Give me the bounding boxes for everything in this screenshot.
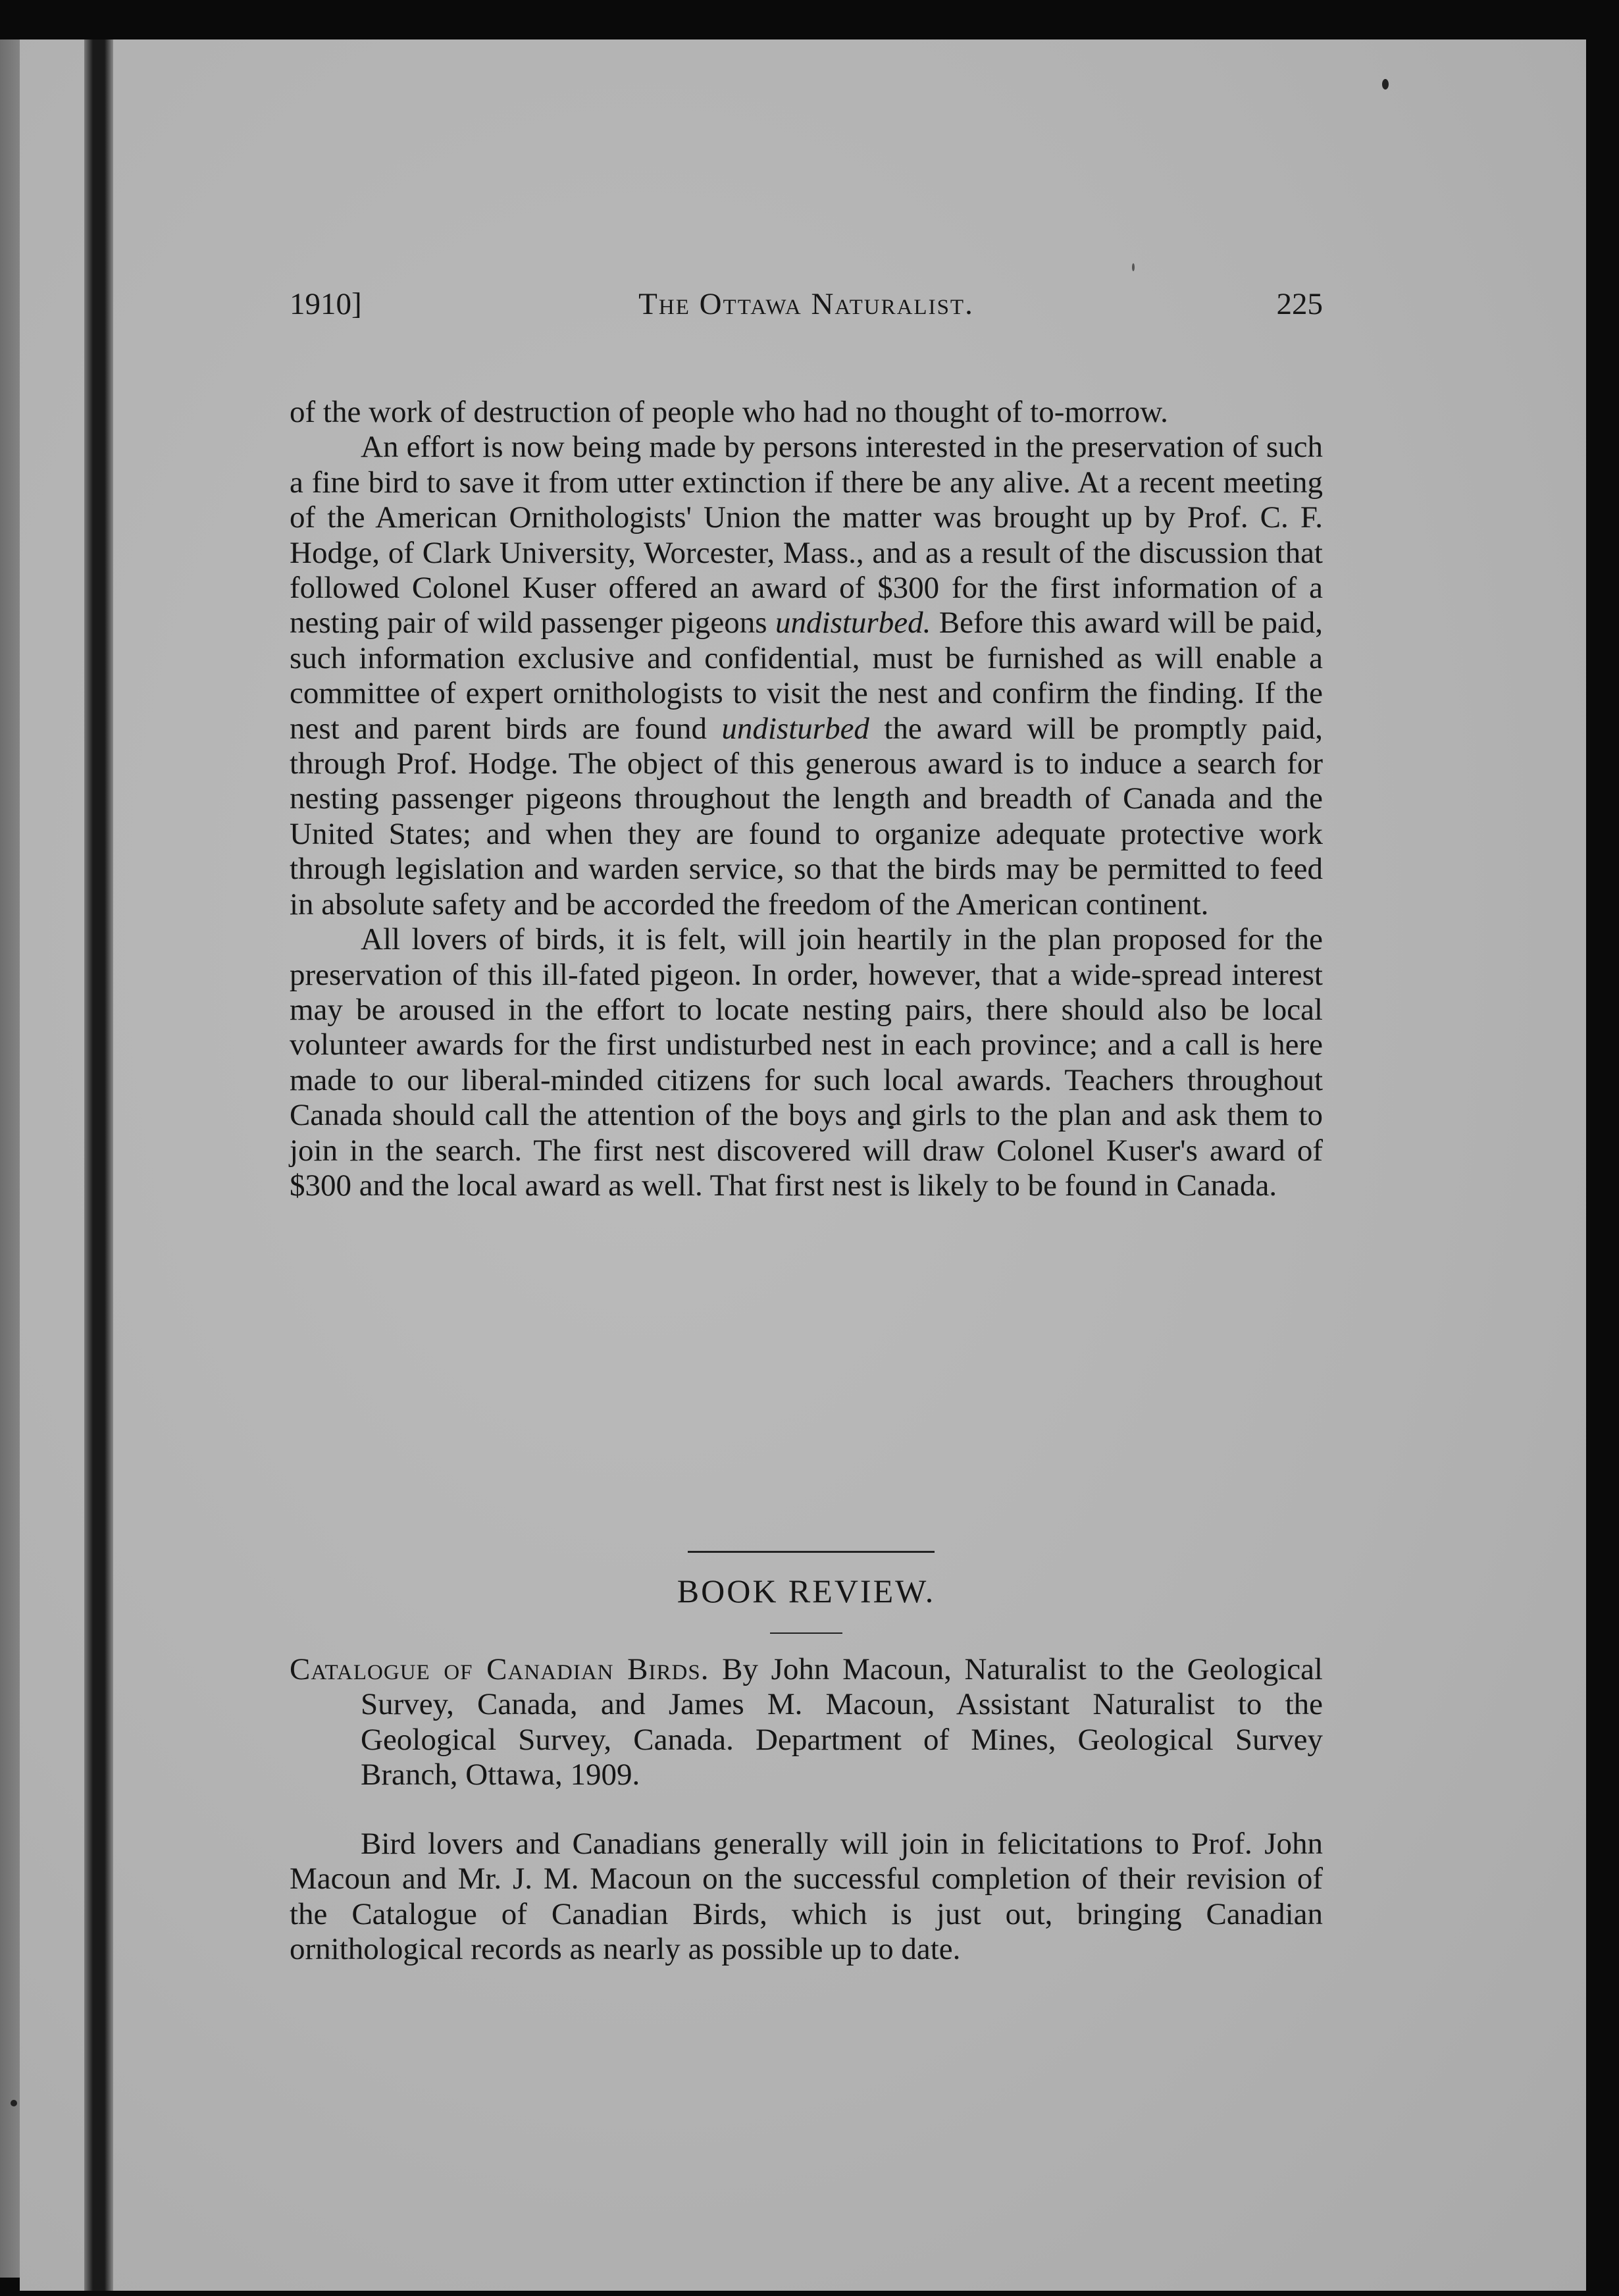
scan-speck	[1382, 79, 1389, 90]
paragraph-2-text-c: the award will be promptly paid, through Prof. Hodge. The object of this generous award is to induce a search for nesting passenger pigeons throughout the length and breadth of Canada and the United States; and when they are found to organize adequate protective work through legislation and warden service, so that the birds may be permitted to feed in absolute safety and be accorded the freedom of the American continent.	[290, 711, 1323, 922]
binding-gutter	[84, 39, 113, 2291]
paragraph-1: of the work of destruction of people who had no thought of to-morrow.	[290, 395, 1168, 429]
book-citation	[290, 1652, 1323, 1793]
page-number: 225	[1276, 287, 1323, 321]
review-paragraph: Bird lovers and Canadians generally will join in felicitations to Prof. John Macoun and Mr. J. M. Macoun on the successful completion of their revision of the Catalogue of Canadian Birds, which is just out, bringing Canadian ornithological records as nearly as possible up to date.	[290, 1827, 1323, 1967]
paragraph-2-text-b: Before this award will be paid, such information exclusive and confidential, must be furnished as will enable a committee of expert ornithologists to visit the nest and confirm the finding. If the nest and parent birds are found	[290, 606, 1323, 746]
paragraph-2	[290, 430, 1323, 922]
scan-speck	[11, 2100, 17, 2106]
running-head	[290, 286, 1323, 326]
paragraph-2-text-a: An effort is now being made by persons interested in the preservation of such a fine bird to save it from utter extinction if there be any alive. At a recent meeting of the American Ornithologists' Union the matter was brought up by Prof. C. F. Hodge, of Clark University, Worcester, Mass., and as a result of the discussion that followed Colonel Kuser offered an award of $300 for the first information of a nesting pair of wild passenger pigeons	[290, 430, 1323, 640]
header-year: 1910]	[290, 287, 362, 321]
scan-speck	[1132, 263, 1135, 271]
journal-title: The Ottawa Naturalist.	[638, 287, 974, 321]
emphasis-undisturbed-2: undisturbed	[721, 711, 869, 746]
review-body	[290, 1827, 1323, 1968]
paragraph-3: All lovers of birds, it is felt, will join heartily in the plan proposed for the preservation of this ill-fated pigeon. In order, however, that a wide-spread interest may be aroused in the effort to locate nesting pairs, there should also be local volunteer awards for the first undisturbed nest in each province; and a call is here made to our liberal-minded citizens for such local awards. Teachers throughout Canada should call the attention of the boys and girls to the plan and ask them to join in the search. The first nest discovered will draw Colonel Kuser's award of $300 and the local award as well. That first nest is likely to be found in Canada.	[290, 922, 1323, 1203]
citation-details: By John Macoun, Naturalist to the Geological Survey, Canada, and James M. Macoun, Assistant Naturalist to the Geological Survey, Canada. Department of Mines, Geological Survey Branch, Ottawa, 1909.	[361, 1652, 1323, 1792]
citation-book-title: Catalogue of Canadian Birds.	[290, 1652, 709, 1686]
section-divider-rule	[688, 1551, 935, 1553]
article-body	[290, 395, 1323, 1203]
emphasis-undisturbed-1: undisturbed.	[775, 606, 931, 640]
book-review-heading: BOOK REVIEW.	[677, 1573, 936, 1609]
heading-underline-rule	[770, 1632, 842, 1634]
